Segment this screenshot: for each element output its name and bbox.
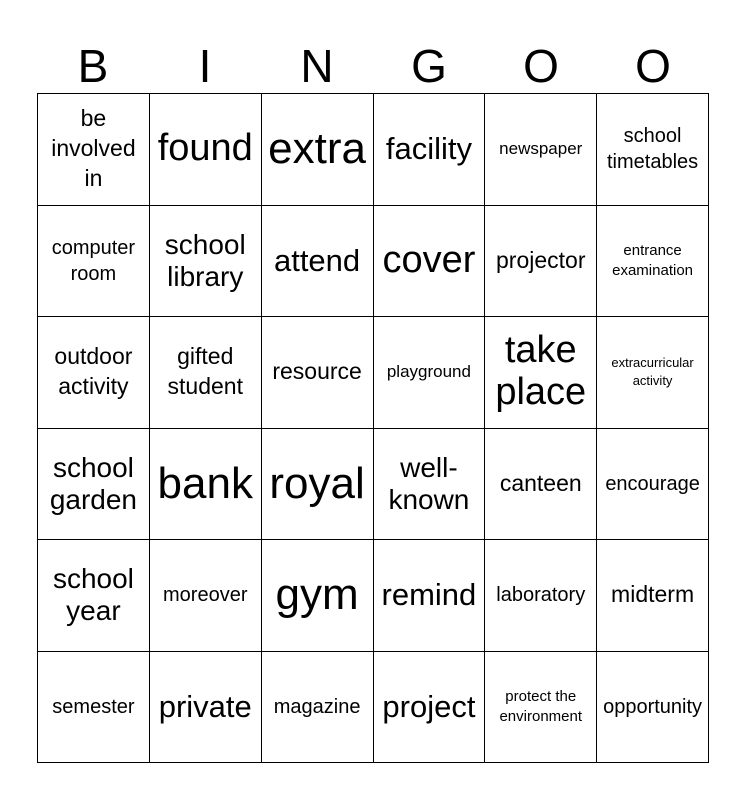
bingo-board <box>37 93 709 763</box>
bingo-cell[interactable]: project <box>374 652 486 764</box>
bingo-cell[interactable]: take place <box>485 317 597 429</box>
bingo-cell[interactable]: found <box>150 94 262 206</box>
bingo-cell[interactable]: resource <box>262 317 374 429</box>
bingo-cell[interactable]: playground <box>374 317 486 429</box>
bingo-cell[interactable]: canteen <box>485 429 597 541</box>
bingo-cell[interactable]: entrance examination <box>597 206 709 318</box>
bingo-cell[interactable]: attend <box>262 206 374 318</box>
bingo-cell[interactable]: moreover <box>150 540 262 652</box>
bingo-cell[interactable]: be involved in <box>38 94 150 206</box>
header-letter-b: B <box>77 40 109 92</box>
bingo-cell[interactable]: outdoor activity <box>38 317 150 429</box>
header-letter-n: N <box>300 40 334 92</box>
bingo-cell[interactable]: school timetables <box>597 94 709 206</box>
bingo-cell[interactable]: private <box>150 652 262 764</box>
bingo-cell[interactable]: school library <box>150 206 262 318</box>
bingo-cell[interactable]: remind <box>374 540 486 652</box>
bingo-cell[interactable]: cover <box>374 206 486 318</box>
bingo-header <box>37 38 709 94</box>
bingo-cell[interactable]: magazine <box>262 652 374 764</box>
bingo-cell[interactable]: gym <box>262 540 374 652</box>
bingo-cell[interactable]: extracurricular activity <box>597 317 709 429</box>
bingo-cell[interactable]: newspaper <box>485 94 597 206</box>
bingo-cell[interactable]: laboratory <box>485 540 597 652</box>
bingo-cell[interactable]: well-known <box>374 429 486 541</box>
bingo-cell[interactable]: computer room <box>38 206 150 318</box>
bingo-cell[interactable]: semester <box>38 652 150 764</box>
bingo-cell[interactable]: school year <box>38 540 150 652</box>
bingo-cell[interactable]: facility <box>374 94 486 206</box>
bingo-cell[interactable]: bank <box>150 429 262 541</box>
header-letter-o: O <box>523 40 559 92</box>
bingo-cell[interactable]: protect the environment <box>485 652 597 764</box>
header-letter-g: G <box>411 40 447 92</box>
bingo-cell[interactable]: school garden <box>38 429 150 541</box>
bingo-cell[interactable]: midterm <box>597 540 709 652</box>
bingo-cell[interactable]: gifted student <box>150 317 262 429</box>
bingo-cell[interactable]: opportunity <box>597 652 709 764</box>
header-letter-i: I <box>198 40 212 92</box>
bingo-cell[interactable]: royal <box>262 429 374 541</box>
bingo-cell[interactable]: extra <box>262 94 374 206</box>
header-letter-o-2: O <box>635 40 671 92</box>
bingo-cell[interactable]: projector <box>485 206 597 318</box>
bingo-cell[interactable]: encourage <box>597 429 709 541</box>
